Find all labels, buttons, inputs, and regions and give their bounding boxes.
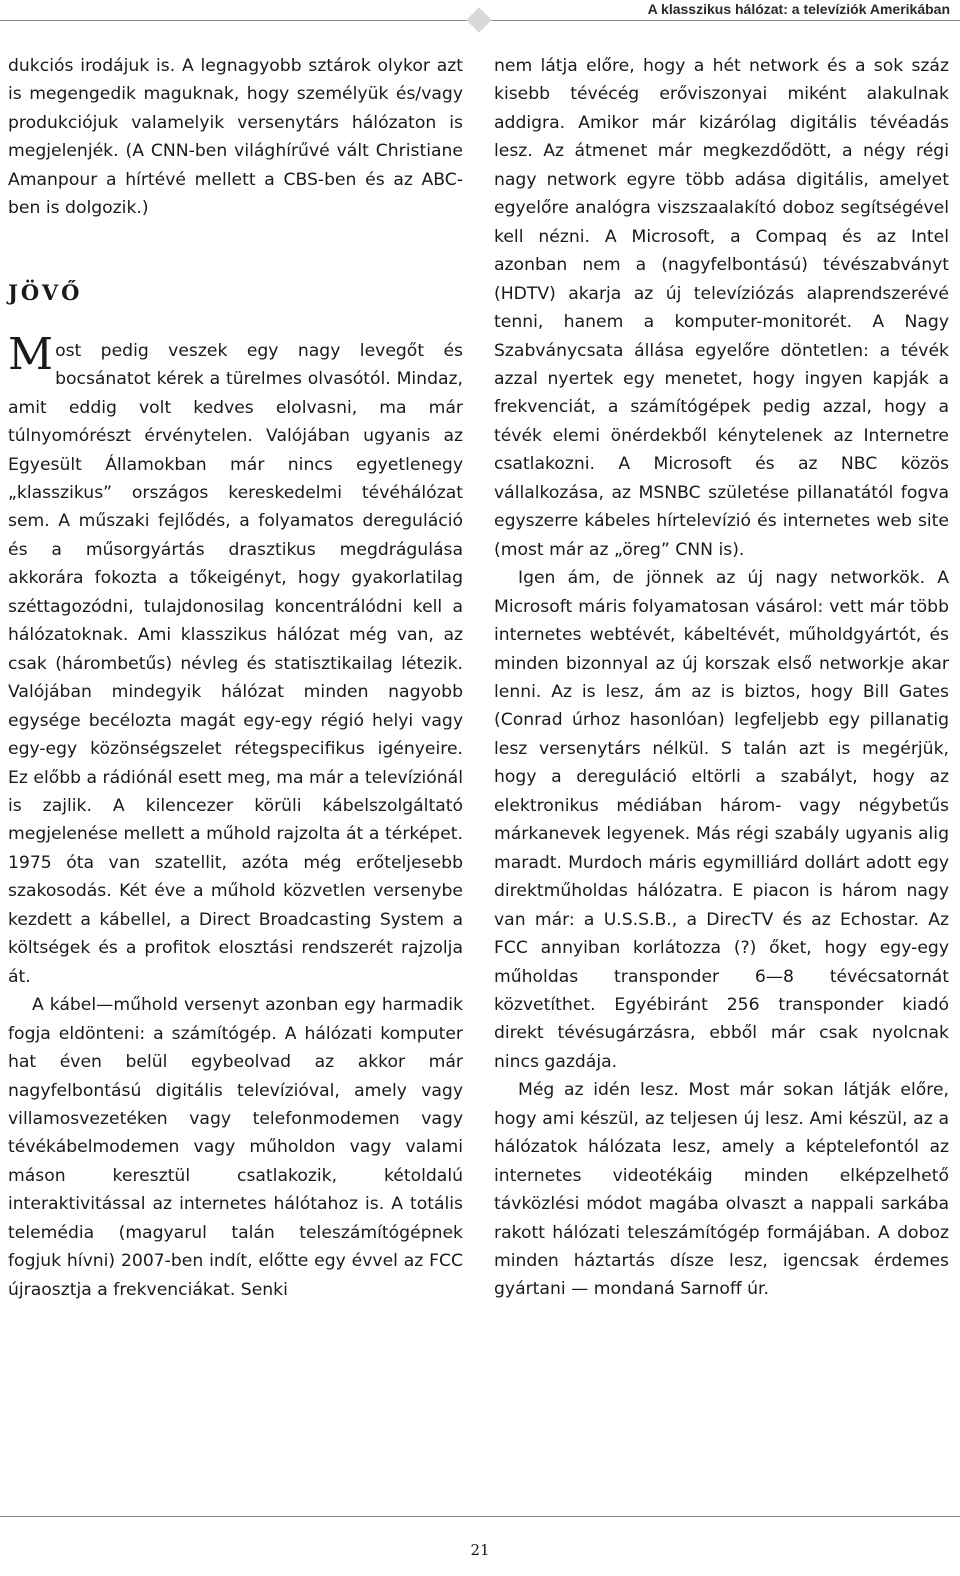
header-diamond-ornament	[466, 7, 491, 32]
left-paragraph-2-text: ost pedig veszek egy nagy levegőt és bocsánatot kérek a türelmes olvasótól. Mindaz, amit eddig volt kedves elolvasni, ma már túlnyomórészt érvénytelen. Valójában ugyanis az Egyesült Államokban már nincs egyetlenegy „klasszikus” országos kereskedelmi tévéhálózat sem. A műszaki fejlődés, a folyamatos dereguláció és a műsorgyártás drasztikus megdrágulása akkorára fokozta a tőkeigényt, hogy gyakorlatilag széttagozódni, tulajdonosilag koncentrálódni kell a hálózatoknak. Ami klasszikus hálózat még van, az csak (hárombetűs) névleg és statisztikailag létezik. Valójában mindegyik hálózat minden nagyobb egysége becélozta magát egy-egy régió helyi vagy egy-egy közönségszelet rétegspecifikus igényeire. Ez előbb a rádiónál esett meg, ma már a televíziónál is zajlik. A kilencezer körüli kábelszolgáltató megjelenése mellett a műhold rajzolta át a térképet. 1975 óta van szatellit, azóta még erőteljesebb szakosodás. Két éve a műhold közvetlen versenybe kezdett a kábellel, a Direct Broadcasting System a költségek és a profitok elosztási rendszerét rajzolja át.	[8, 340, 463, 987]
right-column	[494, 52, 949, 1304]
left-column	[8, 52, 463, 1304]
page-number: 21	[470, 1541, 490, 1559]
running-header	[0, 0, 960, 46]
left-paragraph-1: dukciós irodájuk is. A legnagyobb sztárok olykor azt is megengedik maguknak, hogy személyük és/vagy produkciójuk valamelyik versenytárs hálózaton is megjelenjék. (A CNN-ben világhírűvé vált Christiane Amanpour a hírtévé mellett a CBS-ben és az ABC-ben is dolgozik.)	[8, 56, 463, 219]
drop-cap: M	[8, 328, 54, 380]
left-paragraph-2	[8, 328, 463, 991]
right-paragraph-1: nem látja előre, hogy a hét network és a sok száz kisebb tévécég erőviszonyai miként alakulnak addigra. Amikor már kizárólag digitális tévéadás lesz. Az átmenet már megkezdődött, a négy régi nagy network egyre több adása digitális, amelyet egyelőre analógra viszszaalakító doboz segítségével kell nézni. A Microsoft, a Compaq és az Intel azonban nem a (nagyfelbontású) tévészabványt (HDTV) akarja az új televíziózás alaprendszerévé tenni, hanem a komputer-monitorét. A Nagy Szabványcsata állása egyelőre döntetlen: a tévék azzal nyertek egy menetet, hogy ingyen kapják a frekvenciát, a számítógépek pedig azzal, hogy a tévék elemi önérdekből kénytelenek az Internetre csatlakozni. A Microsoft és az NBC közös vállalkozása, az MSNBC születése pillanatától fogva egyszerre kábeles hírtelevízió és internetes web site (most már az „öreg” CNN is).	[494, 56, 949, 560]
right-paragraph-3: Még az idén lesz. Most már sokan látják előre, hogy ami készül, az teljesen új lesz. Ami készül, az a hálózatok hálózata lesz, amely a képtelefontól az internetes videotékáig minden elképzelhető távközlési módot magába olvaszt a nappali sarkába rakott hálózati teleszámítógép formájában. A doboz minden háztartás dísze lesz, igencsak érdemes gyártani — mondaná Sarnoff úr.	[494, 1080, 949, 1300]
left-paragraph-3: A kábel—műhold versenyt azonban egy harmadik fogja eldönteni: a számítógép. A hálózati komputer hat éven belül egybeolvad az akkor már nagyfelbontású digitális televízióval, amely vagy villamosvezetéken vagy telefonmodemen vagy tévékábelmodemen vagy műholdon vagy valami máson keresztül csatlakozik, kétoldalú interaktivitással az internetes hálótahoz is. A totális telemédia (magyarul talán teleszámítógépnek fogjuk hívni) 2007-ben indít, előtte egy évvel az FCC újraosztja a frekvenciákat. Senki	[8, 995, 463, 1300]
footer-rule	[0, 1516, 960, 1517]
running-header-title: A klasszikus hálózat: a televíziók Amerikában	[640, 1, 950, 17]
section-heading: JÖVŐ	[8, 279, 83, 305]
right-paragraph-2: Igen ám, de jönnek az új nagy networkök. A Microsoft máris folyamatosan vásárol: vett már több internetes webtévét, kábeltévét, műholdgyártót, és minden bizonnyal az új korszak első networkje akar lenni. Az is lesz, ám az is biztos, hogy Bill Gates (Conrad úrhoz hasonlóan) legfeljebb egy pillanatig lesz versenytárs nélkül. S talán azt is megérjük, hogy a dereguláció eltörli a szabályt, hogy az elektronikus médiában három- vagy négybetűs márkanevek legyenek. Más régi szabály ugyanis alig maradt. Murdoch máris egymilliárd dollárt adott egy direktműholdas hálózatra. E piacon is három nagy van már: a U.S.S.B., a DirecTV és az Echostar. Az FCC annyiban korlátozza (?) őket, hogy egy-egy műholdas transponder 6—8 tévécsatornát közvetíthet. Egyébiránt 256 transponder kiadó direkt tévésugárzásra, ebből már csak nyolcnak nincs gazdája.	[494, 568, 949, 1072]
